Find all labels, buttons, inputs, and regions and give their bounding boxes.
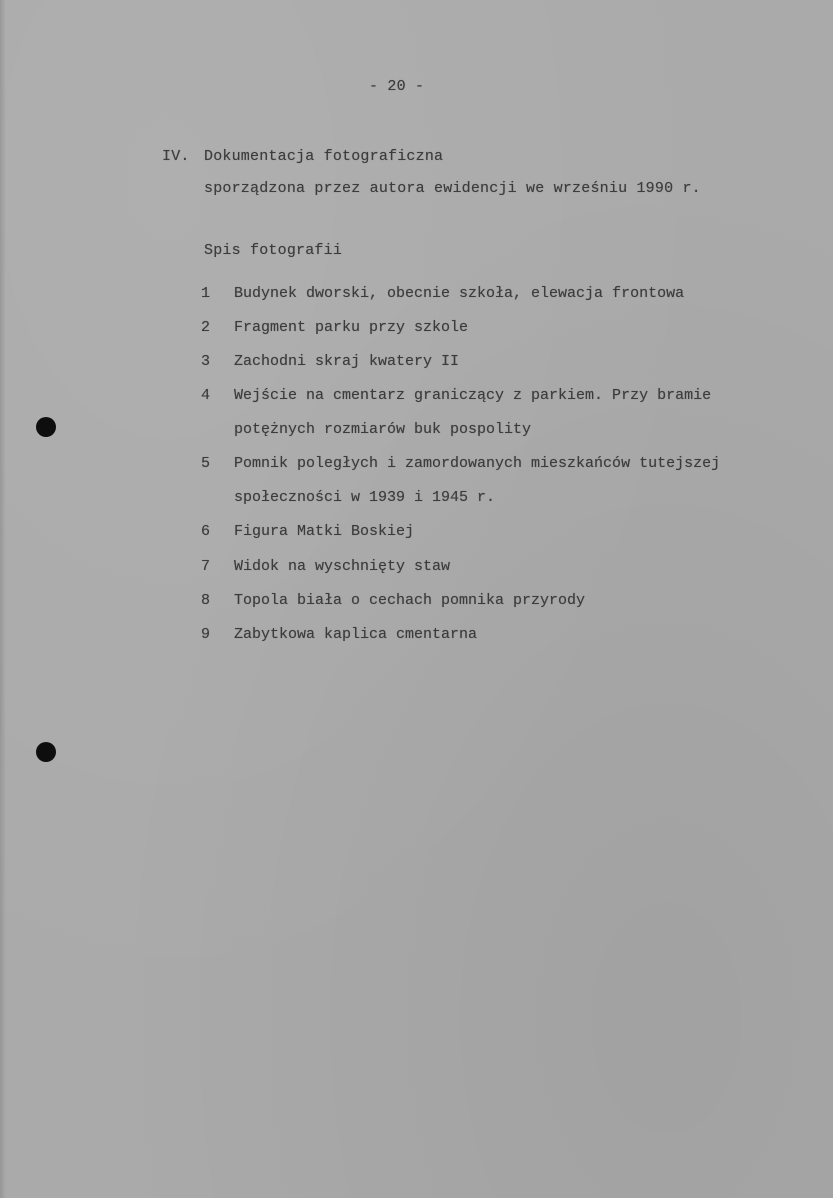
binder-punch-hole — [36, 417, 56, 437]
list-item-text: Budynek dworski, obecnie szkoła, elewacja frontowa — [234, 285, 685, 302]
list-item-number: 4 — [200, 387, 210, 404]
list-item-number: 2 — [200, 319, 210, 336]
list-item-text: Topola biała o cechach pomnika przyrody — [234, 592, 586, 609]
list-item-text-continuation: społeczności w 1939 i 1945 r. — [234, 489, 496, 506]
list-item-text: Figura Matki Boskiej — [234, 523, 415, 540]
list-item-text: Fragment parku przy szkole — [234, 319, 469, 336]
binder-punch-hole — [36, 742, 56, 762]
list-item-text: Zabytkowa kaplica cmentarna — [234, 626, 478, 643]
list-item-number: 3 — [200, 353, 210, 370]
list-heading: Spis fotografii — [204, 242, 343, 259]
section-title: Dokumentacja fotograficzna — [204, 148, 444, 165]
list-item-number: 7 — [200, 558, 210, 575]
list-item-number: 1 — [200, 285, 210, 302]
list-item-text: Widok na wyschnięty staw — [234, 558, 451, 575]
section-subtitle: sporządzona przez autora ewidencji we wrześniu 1990 r. — [204, 180, 701, 197]
list-item-number: 6 — [200, 523, 210, 540]
list-item-text: Pomnik poległych i zamordowanych mieszkańców tutejszej — [234, 455, 721, 472]
list-item-text: Zachodni skraj kwatery II — [234, 353, 460, 370]
list-item-number: 5 — [200, 455, 210, 472]
list-item-number: 8 — [200, 592, 210, 609]
section-numeral: IV. — [162, 148, 190, 165]
list-item-text-continuation: potężnych rozmiarów buk pospolity — [234, 421, 532, 438]
list-item-text: Wejście na cmentarz graniczący z parkiem. Przy bramie — [234, 387, 712, 404]
page-number: - 20 - — [369, 78, 425, 95]
list-item-number: 9 — [200, 626, 210, 643]
